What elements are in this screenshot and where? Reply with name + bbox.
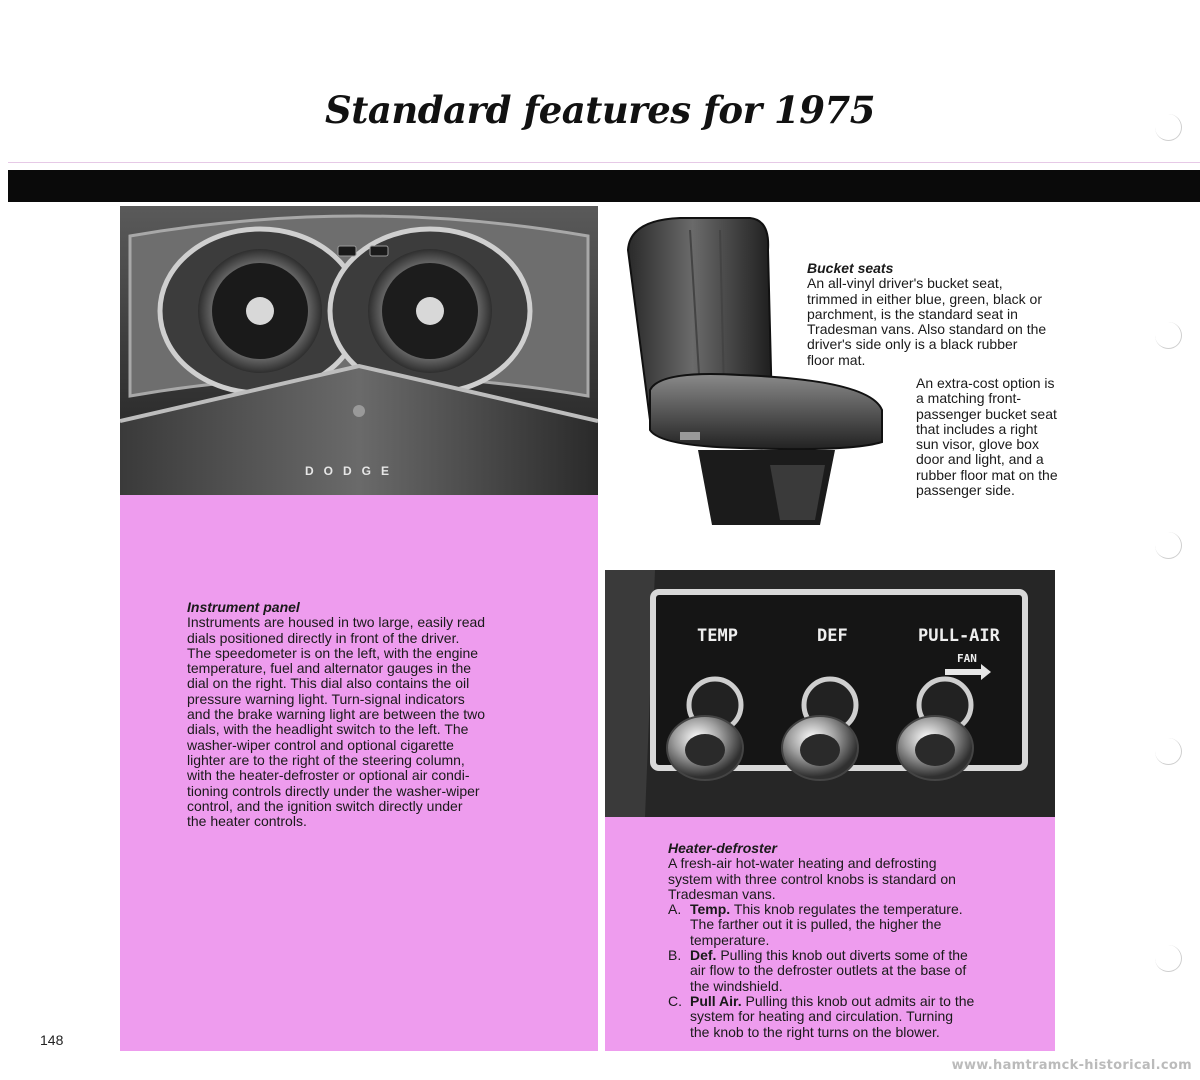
list-letter: B. bbox=[668, 947, 682, 964]
bucket-seats-option-line: that includes a right bbox=[916, 420, 1038, 437]
bucket-seats-line: Tradesman vans. Also standard on the bbox=[807, 321, 1047, 338]
instrument-panel-line: washer-wiper control and optional cigarette bbox=[187, 736, 454, 753]
list-line: air flow to the defroster outlets at the base of bbox=[690, 962, 967, 979]
list-line: temperature. bbox=[690, 931, 770, 948]
list-letter: C. bbox=[668, 992, 682, 1009]
instrument-panel-line: The speedometer is on the left, with the engine bbox=[187, 644, 479, 661]
instrument-panel-line: dials, with the headlight switch to the left. The bbox=[187, 721, 469, 738]
heater-defroster-photo bbox=[605, 570, 1055, 817]
heater-intro-line: system with three control knobs is standard on bbox=[668, 870, 956, 887]
bucket-seats-line: driver's side only is a black rubber bbox=[807, 336, 1018, 353]
thin-rule bbox=[8, 162, 1200, 163]
instrument-panel-line: the heater controls. bbox=[187, 813, 307, 830]
instrument-panel-line: lighter are to the right of the steering column, bbox=[187, 751, 465, 768]
header-bar bbox=[8, 170, 1200, 202]
bucket-seats-option-line: sun visor, glove box bbox=[916, 436, 1039, 453]
temp-knob-label: TEMP bbox=[697, 626, 738, 646]
bucket-seats-line: parchment, is the standard seat in bbox=[807, 305, 1018, 322]
bucket-seats-section bbox=[807, 261, 1107, 368]
heater-item-pull-air bbox=[668, 994, 1028, 1040]
page-number: 148 bbox=[40, 1032, 64, 1048]
instrument-panel-section bbox=[187, 600, 567, 829]
bucket-seats-heading: Bucket seats bbox=[807, 260, 894, 276]
punch-mark-4 bbox=[1155, 738, 1182, 765]
heater-defroster-section bbox=[668, 841, 1028, 1040]
heater-intro-line: A fresh-air hot-water heating and defrosting bbox=[668, 855, 937, 872]
instrument-panel-line: temperature, fuel and alternator gauges in the bbox=[187, 660, 472, 677]
punch-mark-2 bbox=[1155, 322, 1182, 349]
list-line: Pulling this knob out admits air to the bbox=[745, 992, 975, 1009]
punch-mark-5 bbox=[1155, 945, 1182, 972]
list-line: The farther out it is pulled, the higher the bbox=[690, 916, 942, 933]
heater-defroster-heading: Heater-defroster bbox=[668, 840, 777, 856]
instrument-panel-line: with the heater-defroster or optional air condi- bbox=[187, 767, 470, 784]
list-term: Pull Air. bbox=[690, 992, 742, 1009]
bucket-seats-option-line: An extra-cost option is bbox=[916, 375, 1055, 391]
dodge-emblem: DODGE bbox=[305, 464, 400, 478]
fan-label: FAN bbox=[957, 652, 977, 665]
instrument-panel-line: dial on the right. This dial also contains the oil bbox=[187, 675, 470, 692]
list-letter: A. bbox=[668, 901, 682, 918]
instrument-panel-line: control, and the ignition switch directly under bbox=[187, 797, 463, 814]
instrument-panel-photo bbox=[120, 206, 598, 495]
bucket-seat-photo bbox=[620, 210, 890, 535]
instrument-panel-line: tioning controls directly under the washer-wiper bbox=[187, 782, 480, 799]
bucket-seats-line: floor mat. bbox=[807, 351, 866, 368]
bucket-seats-option-line: a matching front- bbox=[916, 390, 1022, 407]
watermark: www.hamtramck-historical.com bbox=[951, 1058, 1192, 1073]
list-term: Def. bbox=[690, 947, 717, 964]
instrument-panel-heading: Instrument panel bbox=[187, 599, 300, 615]
bucket-seats-option-line: passenger side. bbox=[916, 482, 1015, 499]
heater-item-temp bbox=[668, 902, 1028, 948]
bucket-seats-option-line: door and light, and a bbox=[916, 451, 1044, 468]
def-knob-label: DEF bbox=[817, 626, 848, 646]
heater-item-def bbox=[668, 948, 1028, 994]
bucket-seats-option-line: passenger bucket seat bbox=[916, 405, 1057, 422]
list-line: the knob to the right turns on the blower. bbox=[690, 1023, 940, 1040]
bucket-seats-option-section bbox=[916, 376, 1116, 498]
instrument-panel-line: and the brake warning light are between the two bbox=[187, 706, 486, 723]
list-line: the windshield. bbox=[690, 977, 783, 994]
list-line: Pulling this knob out diverts some of the bbox=[720, 947, 968, 964]
page-title: Standard features for 1975 bbox=[325, 88, 875, 132]
instrument-panel-line: pressure warning light. Turn-signal indicators bbox=[187, 690, 465, 707]
punch-mark-3 bbox=[1155, 532, 1182, 559]
bucket-seats-line: trimmed in either blue, green, black or bbox=[807, 290, 1042, 307]
list-line: This knob regulates the temperature. bbox=[733, 901, 963, 918]
instrument-panel-line: dials positioned directly in front of the driver. bbox=[187, 629, 460, 646]
bucket-seats-option-line: rubber floor mat on the bbox=[916, 466, 1058, 483]
list-line: system for heating and circulation. Turning bbox=[690, 1008, 954, 1025]
punch-mark-1 bbox=[1155, 114, 1182, 141]
list-term: Temp. bbox=[690, 901, 731, 918]
pull-air-knob-label: PULL-AIR bbox=[918, 626, 1000, 646]
heater-intro-line: Tradesman vans. bbox=[668, 885, 776, 902]
instrument-panel-line: Instruments are housed in two large, easily read bbox=[187, 614, 486, 631]
bucket-seats-line: An all-vinyl driver's bucket seat, bbox=[807, 275, 1003, 292]
